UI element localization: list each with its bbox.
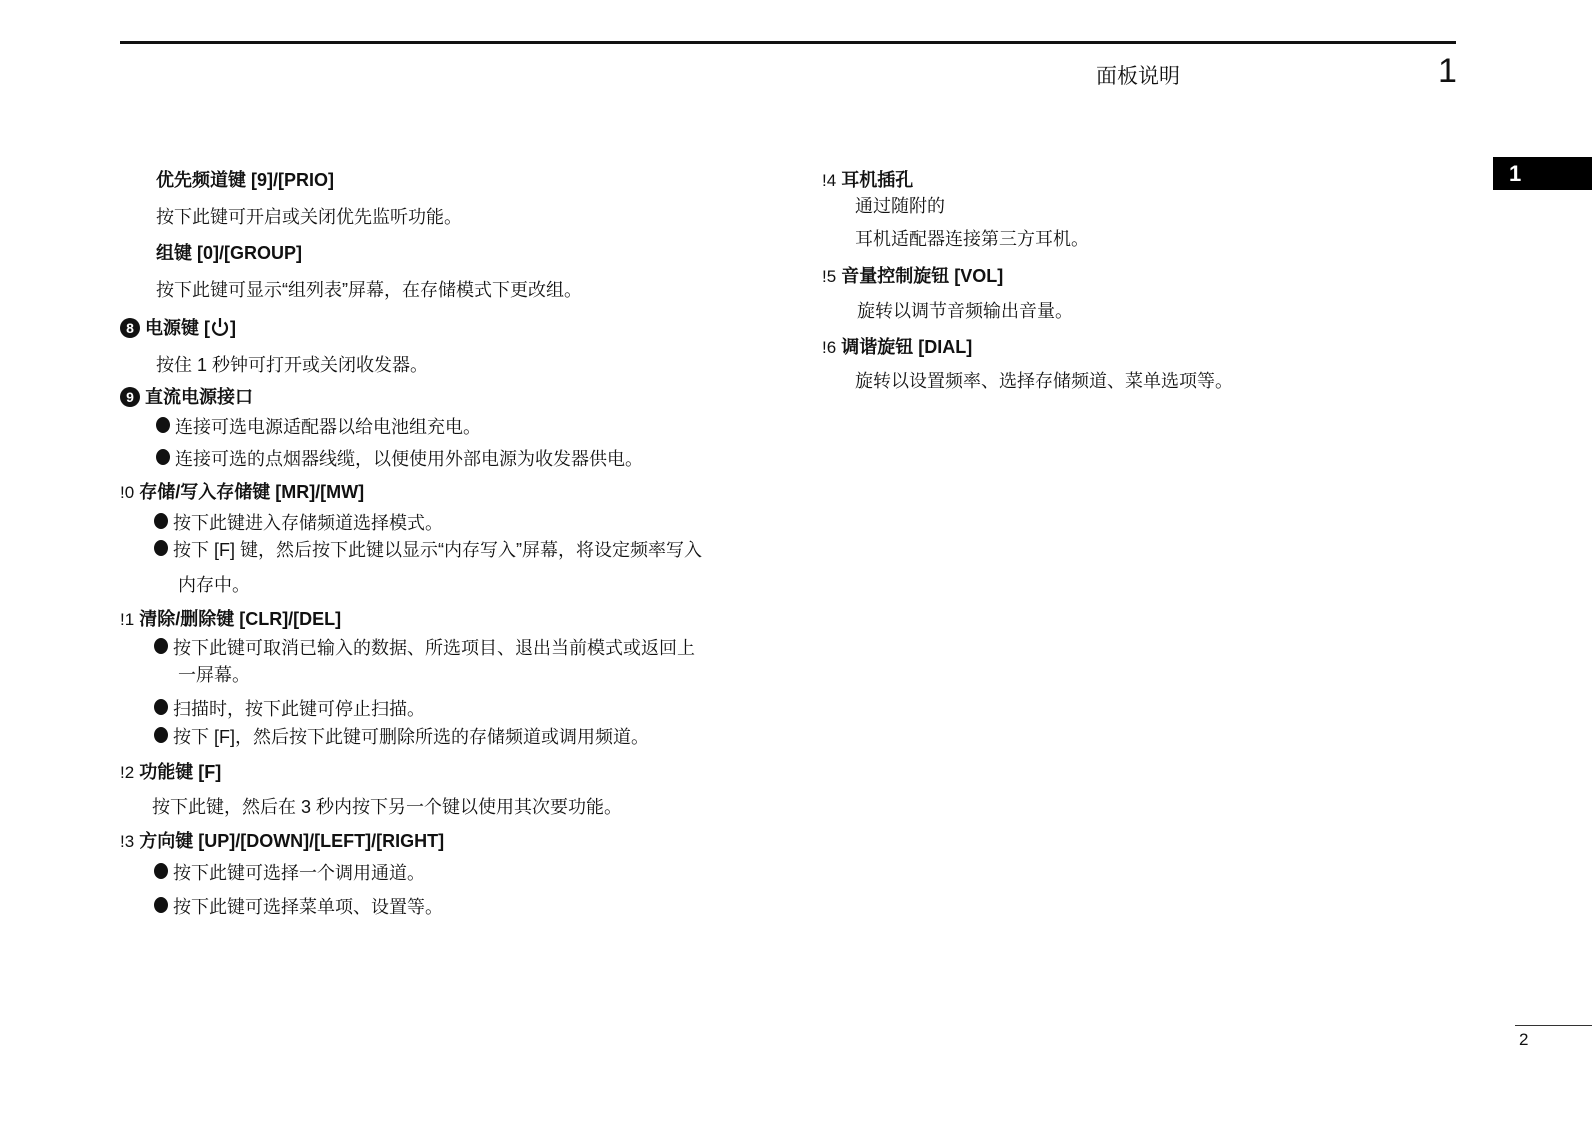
volume-knob-text: 旋转以调节音频输出音量。 — [857, 301, 1073, 321]
bullet-icon — [154, 540, 168, 556]
chapter-number: 1 — [1438, 52, 1457, 90]
earphone-jack-label: 耳机插孔 — [841, 170, 914, 190]
prio-key-text: 按下此键可开启或关闭优先监听功能。 — [156, 207, 462, 227]
bullet-icon — [154, 863, 168, 879]
direction-key-label: 方向键 [UP]/[DOWN]/[LEFT]/[RIGHT] — [139, 831, 445, 851]
group-key-heading: 组键 [0]/[GROUP] — [156, 243, 302, 263]
earphone-jack-text-2: 耳机适配器连接第三方耳机。 — [855, 229, 1089, 249]
mr-key-label: 存储/写入存储键 [MR]/[MW] — [139, 482, 365, 502]
prio-key-heading: 优先频道键 [9]/[PRIO] — [156, 170, 334, 190]
bullet-icon — [156, 449, 170, 465]
item-number: !3 — [120, 832, 135, 851]
item-number: !0 — [120, 483, 135, 502]
item-number: !4 — [822, 171, 837, 190]
footer-rule — [1515, 1025, 1592, 1026]
list-item: 按下 [F]，然后按下此键可删除所选的存储频道或调用频道。 — [154, 723, 649, 749]
earphone-jack-text-1: 通过随附的 — [855, 196, 945, 216]
list-item: 按下此键可取消已输入的数据、所选项目、退出当前模式或返回上 — [154, 634, 695, 660]
item-8-marker: 8 — [120, 318, 140, 338]
power-key-heading: 8 电源键 [ ] — [120, 314, 236, 340]
list-item: 连接可选电源适配器以给电池组充电。 — [156, 413, 481, 439]
item-9-marker: 9 — [120, 387, 140, 407]
list-item: 按下此键可选择一个调用通道。 — [154, 859, 425, 885]
bullet-icon — [154, 638, 168, 654]
item-number: !1 — [120, 610, 135, 629]
bullet-icon — [156, 417, 170, 433]
chapter-tab — [1493, 157, 1592, 190]
list-item: 扫描时，按下此键可停止扫描。 — [154, 695, 425, 721]
top-rule — [120, 41, 1456, 44]
list-item: 按下此键进入存储频道选择模式。 — [154, 509, 443, 535]
bullet-icon — [154, 897, 168, 913]
bullet-icon — [154, 513, 168, 529]
list-item: 按下 [F] 键，然后按下此键以显示“内存写入”屏幕，将设定频率写入 — [154, 536, 702, 562]
mr-key-heading — [120, 478, 364, 504]
power-key-text: 按住 1 秒钟可打开或关闭收发器。 — [156, 355, 429, 375]
chapter-tab-number: 1 — [1509, 161, 1522, 186]
f-key-heading — [120, 758, 221, 784]
group-key-text: 按下此键可显示“组列表”屏幕，在存储模式下更改组。 — [156, 280, 582, 300]
clr-key-label: 清除/删除键 [CLR]/[DEL] — [139, 609, 342, 629]
bullet-icon — [154, 727, 168, 743]
dial-knob-label: 调谐旋钮 [DIAL] — [841, 337, 973, 357]
list-item: 按下此键可选择菜单项、设置等。 — [154, 893, 443, 919]
dial-knob-text: 旋转以设置频率、选择存储频道、菜单选项等。 — [855, 371, 1233, 391]
item-number: !6 — [822, 338, 837, 357]
clr-key-heading — [120, 605, 341, 631]
list-item-continuation: 内存中。 — [178, 575, 250, 595]
earphone-jack-heading — [822, 166, 913, 192]
power-icon — [210, 316, 230, 338]
item-number: !5 — [822, 267, 837, 286]
volume-knob-label: 音量控制旋钮 [VOL] — [841, 266, 1004, 286]
power-key-label: 电源键 — [145, 318, 200, 338]
direction-key-heading — [120, 827, 444, 853]
f-key-text: 按下此键，然后在 3 秒内按下另一个键以使用其次要功能。 — [152, 797, 623, 817]
f-key-label: 功能键 [F] — [139, 762, 222, 782]
dc-jack-heading — [120, 383, 253, 409]
list-item-continuation: 一屏幕。 — [178, 665, 250, 685]
volume-knob-heading — [822, 262, 1003, 288]
page-number: 2 — [1519, 1030, 1529, 1049]
section-title: 面板说明 — [1096, 65, 1180, 88]
item-number: !2 — [120, 763, 135, 782]
bullet-icon — [154, 699, 168, 715]
dial-knob-heading — [822, 333, 972, 359]
list-item: 连接可选的点烟器线缆，以便使用外部电源为收发器供电。 — [156, 445, 643, 471]
dc-jack-label: 直流电源接口 — [145, 387, 254, 407]
